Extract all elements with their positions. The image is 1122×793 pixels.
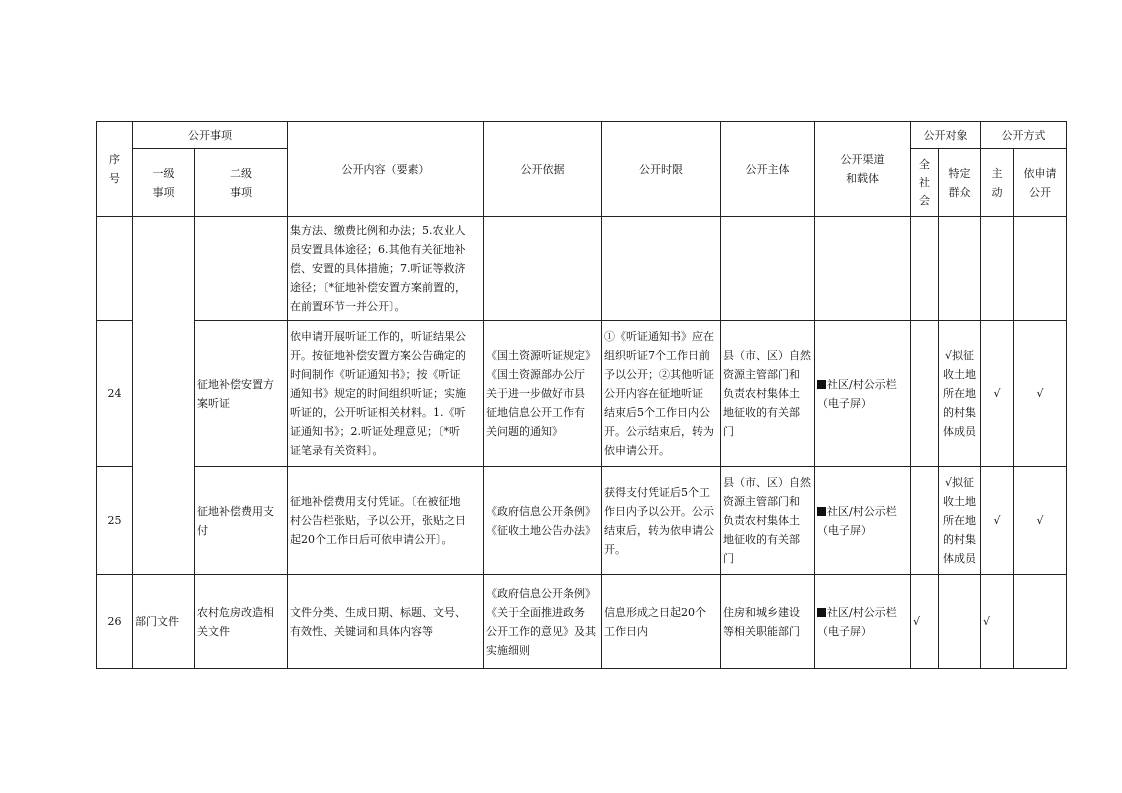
header-time-limit: 公开时限 <box>602 122 721 217</box>
row-channel <box>815 217 911 321</box>
row-all <box>911 321 939 467</box>
row-active: √ <box>981 321 1014 467</box>
row-all <box>911 467 939 575</box>
header-target-all: 全 社 会 <box>911 149 939 217</box>
row-level2: 征地补偿费用支 付 <box>195 467 288 575</box>
row-specific <box>939 575 981 669</box>
row-active: √ <box>981 467 1014 575</box>
disclosure-table <box>96 121 1067 669</box>
channel-note: （电子屏） <box>817 624 872 638</box>
row-level2 <box>195 217 288 321</box>
header-method-apply: 依申请 公开 <box>1014 149 1067 217</box>
header-target: 公开对象 <box>911 122 981 149</box>
row-active: √ <box>981 575 1014 669</box>
header-basis: 公开依据 <box>484 122 602 217</box>
row-content: 征地补偿费用支付凭证。〔在被征地 村公告栏张贴，予以公开，张贴之日 起20个工作日后可依申请公开〕。 <box>288 467 484 575</box>
row-content: 集方法、缴费比例和办法；5.农业人 员安置具体途径；6.其他有关征地补 偿、安置的具体措施；7.听证等救济 途径；〔*征地补偿安置方案前置的， 在前置环节一并公开〕。 <box>288 217 484 321</box>
row-subject: 县（市、区）自然 资源主管部门和 负责农村集体土 地征收的有关部 门 <box>721 321 815 467</box>
row-seq: 25 <box>97 467 133 575</box>
row-level1-merged <box>133 217 195 575</box>
row-specific: √拟征 收土地 所在地 的村集 体成员 <box>939 467 981 575</box>
row-channel <box>815 575 911 669</box>
row-time-limit: ①《听证通知书》应在 组织听证7个工作日前 予以公开；②其他听证 公开内容在征地听证 结束后5个工作日内公 开。公示结束后，转为 依申请公开。 <box>602 321 721 467</box>
row-specific: √拟征 收土地 所在地 的村集 体成员 <box>939 321 981 467</box>
row-level2: 征地补偿安置方 案听证 <box>195 321 288 467</box>
row-basis: 《政府信息公开条例》 《征收土地公告办法》 <box>484 467 602 575</box>
row-time-limit <box>602 217 721 321</box>
channel-note: （电子屏） <box>817 396 872 410</box>
row-basis: 《国土资源听证规定》 《国土资源部办公厅 关于进一步做好市县 征地信息公开工作有 关问题的通知》 <box>484 321 602 467</box>
row-subject: 住房和城乡建设 等相关职能部门 <box>721 575 815 669</box>
square-bullet-icon <box>817 608 826 617</box>
channel-label: 社区/村公示栏 <box>827 377 897 391</box>
header-subject: 公开主体 <box>721 122 815 217</box>
channel-label: 社区/村公示栏 <box>827 504 897 518</box>
header-seq: 序 号 <box>97 122 133 217</box>
row-apply <box>1014 217 1067 321</box>
row-apply <box>1014 575 1067 669</box>
row-apply: √ <box>1014 467 1067 575</box>
row-all <box>911 217 939 321</box>
channel-note: （电子屏） <box>817 523 872 537</box>
header-level1: 一级 事项 <box>133 149 195 217</box>
row-seq: 26 <box>97 575 133 669</box>
row-channel <box>815 321 911 467</box>
row-apply: √ <box>1014 321 1067 467</box>
row-time-limit: 信息形成之日起20个 工作日内 <box>602 575 721 669</box>
row-content: 文件分类、生成日期、标题、文号、 有效性、关键词和具体内容等 <box>288 575 484 669</box>
row-specific <box>939 217 981 321</box>
header-target-specific: 特定 群众 <box>939 149 981 217</box>
header-disclosure-items: 公开事项 <box>133 122 288 149</box>
table-row <box>97 575 1067 669</box>
row-time-limit: 获得支付凭证后5个工 作日内予以公开。公示 结束后，转为依申请公 开。 <box>602 467 721 575</box>
table-row <box>97 467 1067 575</box>
header-method-active: 主 动 <box>981 149 1014 217</box>
row-basis: 《政府信息公开条例》 《关于全面推进政务 公开工作的意见》及其 实施细则 <box>484 575 602 669</box>
row-level1: 部门文件 <box>133 575 195 669</box>
header-content: 公开内容（要素） <box>288 122 484 217</box>
channel-label: 社区/村公示栏 <box>827 605 897 619</box>
row-subject <box>721 217 815 321</box>
row-seq-empty <box>97 217 133 321</box>
row-content: 依申请开展听证工作的，听证结果公 开。按征地补偿安置方案公告确定的 时间制作《听证通知书》；按《听证 通知书》规定的时间组织听证；实施 听证的，公开听证相关材料。1.《听 证通知书》；2.听证处理意见；〔*听 证笔录有关资料〕。 <box>288 321 484 467</box>
header-channel: 公开渠道 和载体 <box>815 122 911 217</box>
header-level2: 二级 事项 <box>195 149 288 217</box>
square-bullet-icon <box>817 380 826 389</box>
row-basis <box>484 217 602 321</box>
row-seq: 24 <box>97 321 133 467</box>
row-channel <box>815 467 911 575</box>
table-row <box>97 217 1067 321</box>
row-level2: 农村危房改造相 关文件 <box>195 575 288 669</box>
header-method: 公开方式 <box>981 122 1067 149</box>
square-bullet-icon <box>817 507 826 516</box>
table-row <box>97 321 1067 467</box>
row-active <box>981 217 1014 321</box>
row-subject: 县（市、区）自然 资源主管部门和 负责农村集体土 地征收的有关部 门 <box>721 467 815 575</box>
row-all: √ <box>911 575 939 669</box>
